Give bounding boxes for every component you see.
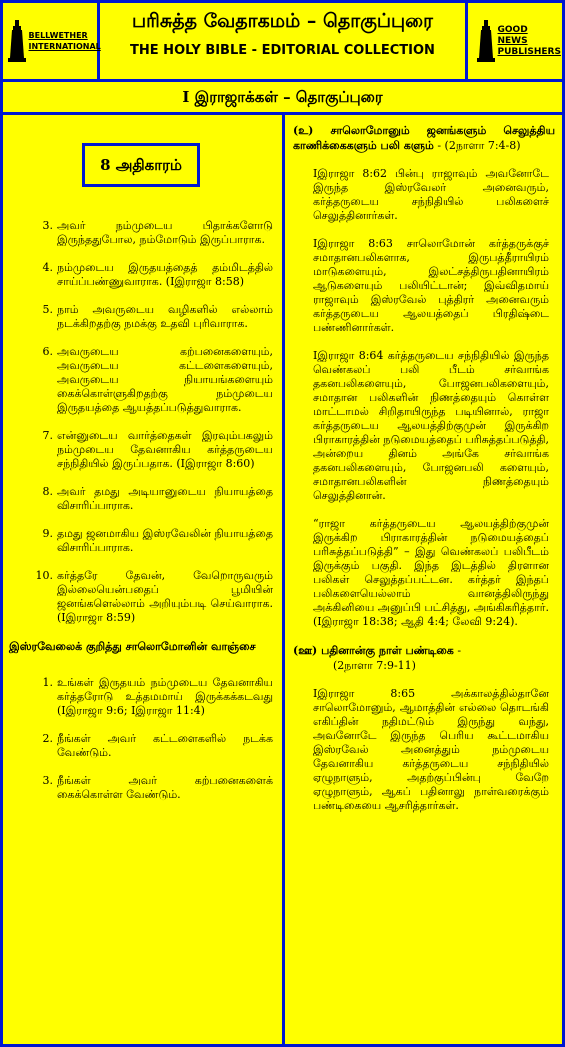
logo-right	[465, 3, 562, 79]
paragraph: Iஇராஜா 8:65 அக்காலத்தில்தானே சாலொமோனும், ஆமாத்தின் எல்லை தொடங்கி எகிப்தின் நதிமட்டும் இருந்து வந்து, அவனோடே இருந்த பெரிய கூட்டமாகிய இஸ்ரவேல் அனைத்தும் நம்முடைய தேவனாகிய கர்த்தருடைய சந்நிதியில் ஏழுநாளும், அதற்குப்பின்பு வேறே ஏழுநாளும், ஆகப் பதினாலு நாள்வரைக்கும் பண்டிகையை ஆசரித்தார்கள்.	[313, 687, 549, 812]
list-item: 5. நாம் அவருடைய வழிகளில் எல்லாம் நடக்கிறதற்கு நமக்கு உதவி புரிவாராக.	[42, 303, 273, 330]
section-heading-offerings: (உ) சாலொமோனும் ஜனங்களும் செலுத்திய காணிக்கைகளும் பலி களும் - (2நாளா 7:4-8)	[293, 124, 555, 152]
header-title-area	[100, 3, 465, 79]
list-item: 4. நம்முடைய இருதயத்தைத் தம்மிடத்தில் சாய்ப்பண்ணுவாராக. (Iஇராஜா 8:58)	[42, 261, 273, 288]
column-divider	[282, 115, 285, 1047]
list-item: 1. உங்கள் இருதயம் நம்முடைய தேவனாகிய கர்த்தரோடு உத்தமமாய் இருக்கக்கடவது (Iஇராஜா 9:6; Iஇராஜா 11:4)	[42, 676, 273, 717]
bellwether-logo-text: BELLWETHER INTERNATIONAL	[28, 31, 101, 51]
paragraph: “ராஜா கர்த்தருடைய ஆலயத்திற்குமுன் இருக்கிற பிராகாரத்தின் நடுமையத்தைப் பரிசுத்தப்படுத்தி” – இது வெண்கலப் பலிபீடம் இருக்கும் பகுதி. இந்த இடத்தில் திரளான பலிகள் செலுத்தப்பட்டன. கர்த்தர் இந்தப் பலிகளையெல்லாம் வானத்திலிருந்து அக்கினியை அனுப்பி பட்சித்து, அங்கிகரித்தார். (Iஇராஜா 18:38; ஆதி 4:4; லேவி 9:24).	[313, 517, 549, 628]
list-item: 10. கர்த்தரே தேவன், வேறொருவரும் இல்லையென்பதைப் பூமியின் ஜனங்களெல்லாம் அறியும்படி செய்வாராக. (Iஇராஜா 8:59)	[35, 569, 273, 624]
desire-list	[29, 676, 273, 802]
title-english: THE HOLY BIBLE - EDITORIAL COLLECTION	[130, 43, 435, 58]
paragraph: Iஇராஜா 8:62 பின்பு ராஜாவும் அவனோடே இருந்த இஸ்ரவேலர் அனைவரும், கர்த்தருடைய சந்நிதியில் பலிகளைச் செலுத்தினார்கள்.	[313, 167, 549, 222]
header	[3, 3, 562, 82]
title-tamil: பரிசுத்த வேதாகமம் – தொகுப்புரை	[132, 10, 433, 32]
good-news-logo-icon	[477, 18, 495, 64]
left-column	[9, 115, 275, 816]
section-heading-feast: (ஊ) பதினான்கு நாள் பண்டிகை - (2நாளா 7:9-11)	[293, 644, 462, 672]
list-item: 2. நீங்கள் அவர் கட்டளைகளில் நடக்க வேண்டும்.	[42, 732, 273, 759]
paragraph: Iஇராஜா 8:64 கர்த்தருடைய சந்நிதியில் இருந்த வெண்கலப் பலி பீடம் சர்வாங்க தகனபலிகளையும், போஜனபலிகளையும், சமாதான பலிகளின் நிணத்தையும் கொள்ள மாட்டாமல் சிறிதாயிருந்த படியினால், ராஜா கர்த்தருடைய ஆலயத்திற்குமுன் இருக்கிற பிராகாரத்தின் நடுமையத்தைப் பரிசுத்தப்படுத்தி, அன்றைய தினம் அங்கே சர்வாங்க தகனபலிகளையும், போஜனபலி களையும், சமாதானபலிகளின் நிணத்தையும் செலுத்தினான்.	[313, 349, 549, 502]
list-item: 9. தமது ஜனமாகிய இஸ்ரவேலின் நியாயத்தை விசாரிப்பாராக.	[42, 527, 273, 554]
logo-left	[3, 3, 100, 79]
list-item: 8. அவர் தமது அடியானுடைய நியாயத்தை விசாரிப்பாராக.	[42, 485, 273, 512]
blessing-list	[29, 219, 273, 625]
right-column	[293, 115, 555, 813]
bellwether-logo-icon	[8, 18, 26, 64]
list-item: 3. நீங்கள் அவர் கற்பனைகளைக் கைக்கொள்ள வேண்டும்.	[42, 774, 273, 801]
list-item: 3. அவர் நம்முடைய பிதாக்களோடு இருந்ததுபோல, நம்மோடும் இருப்பாராக.	[42, 219, 273, 246]
list-item: 7. என்னுடைய வார்த்தைகள் இரவும்பகலும் நம்முடைய தேவனாகிய கர்த்தருடைய சந்நிதியில் இருப்பதாக. (Iஇராஜா 8:60)	[42, 429, 273, 470]
book-subtitle: I இராஜாக்கள் – தொகுப்புரை	[3, 82, 562, 115]
paragraph: Iஇராஜா 8:63 சாலொமோன் கர்த்தருக்குச் சமாதானபலிகளாக, இருபத்தீராயிரம் மாடுகளையும், இலட்சத்திருபதினாயிரம் ஆடுகளையும் பலியிட்டான்; இவ்விதமாய் ராஜாவும் இஸ்ரவேல் புத்திரர் அனைவரும் கர்த்தருடைய ஆலயத்தைப் பிரதிஷ்டை பண்ணினார்கள்.	[313, 237, 549, 334]
chapter-label: 8 அதிகாரம்	[82, 143, 200, 187]
good-news-logo-text: GOOD NEWS PUBLISHERS	[497, 24, 561, 57]
section-heading: இஸ்ரவேலைக் குறித்து சாலொமோனின் வாஞ்சை	[9, 640, 256, 653]
list-item: 6. அவருடைய கற்பனைகளையும், அவருடைய கட்டளைகளையும், அவருடைய நியாயங்களையும் கைக்கொள்ளுகிறதற்கு நம்முடைய இருதயத்தை ஆயத்தப்படுத்துவாராக.	[42, 345, 273, 414]
